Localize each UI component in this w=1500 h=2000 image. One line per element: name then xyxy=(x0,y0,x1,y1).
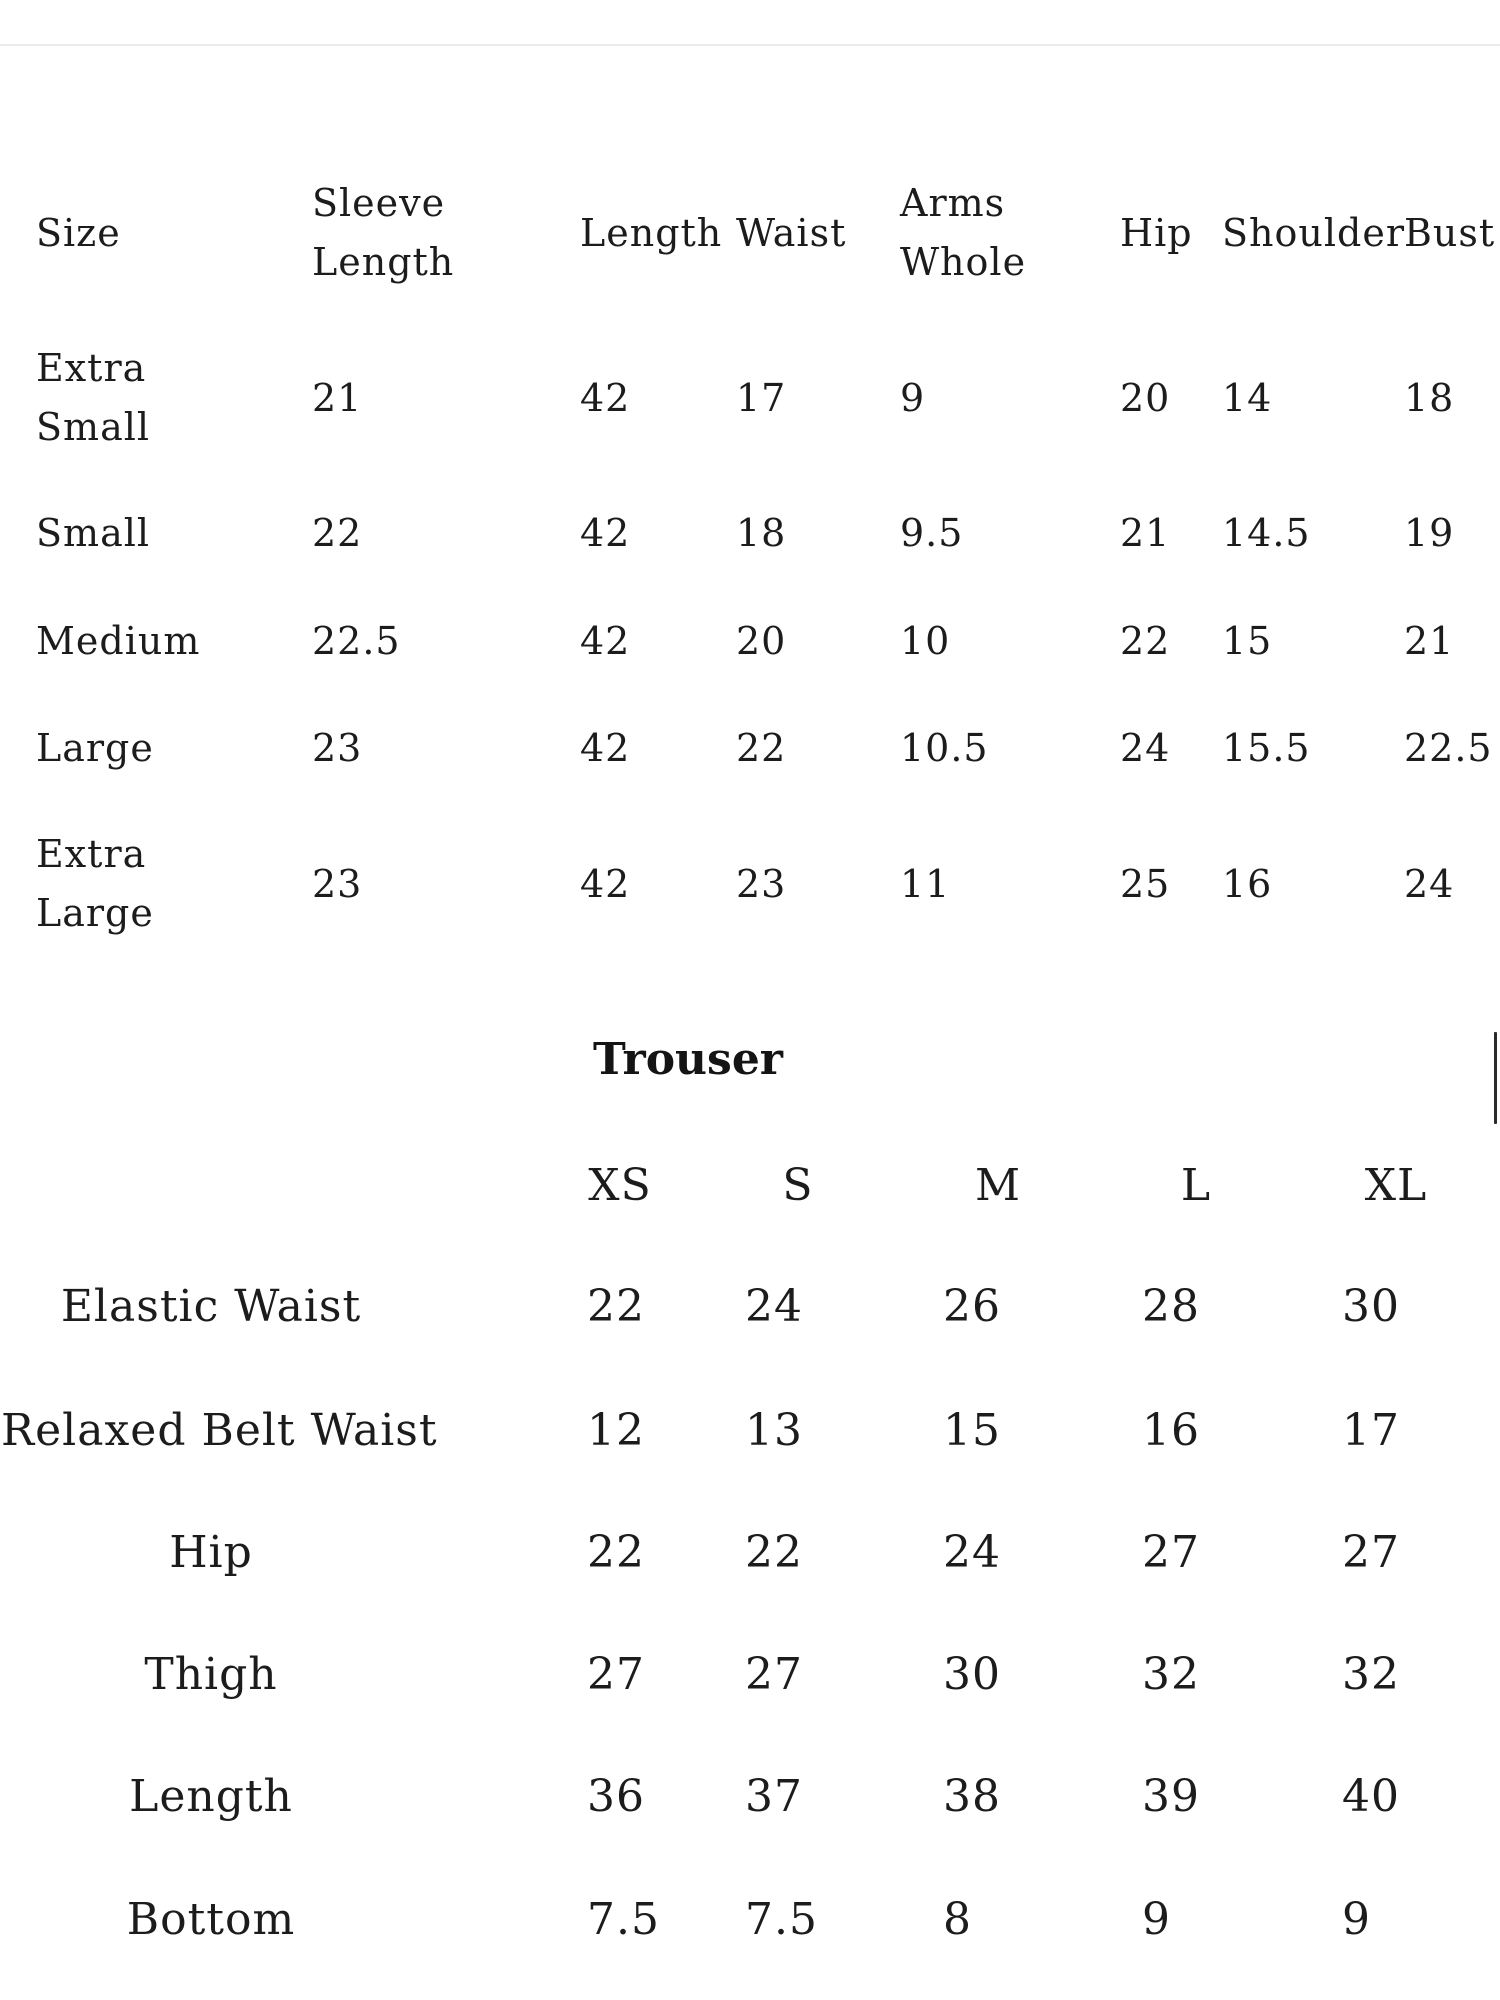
cell-waist: 22 xyxy=(736,726,787,770)
row-label: Extra Large xyxy=(36,832,154,935)
row-label: Small xyxy=(36,511,151,555)
cell-arms-whole: 10 xyxy=(900,619,951,663)
scrollbar[interactable] xyxy=(1494,1032,1497,1124)
top-divider xyxy=(0,44,1500,46)
trouser-row-label: Length xyxy=(129,1771,293,1822)
header-length: Length xyxy=(580,211,723,255)
trouser-cell: 16 xyxy=(1142,1405,1200,1456)
cell-shoulder: 14 xyxy=(1222,376,1273,420)
row-label: Large xyxy=(36,726,154,770)
trouser-cell: 27 xyxy=(1142,1527,1200,1578)
cell-hip: 24 xyxy=(1120,726,1171,770)
cell-length: 42 xyxy=(580,862,631,906)
trouser-cell: 38 xyxy=(943,1771,1001,1822)
trouser-cell: 13 xyxy=(745,1405,803,1456)
trouser-cell: 22 xyxy=(745,1527,803,1578)
trouser-cell: 39 xyxy=(1142,1771,1200,1822)
cell-sleeve-length: 23 xyxy=(312,726,363,770)
trouser-row-label: Relaxed Belt Waist xyxy=(1,1405,438,1456)
trouser-cell: 37 xyxy=(745,1771,803,1822)
cell-hip: 22 xyxy=(1120,619,1171,663)
header-arms-whole: Arms Whole xyxy=(900,181,1027,284)
trouser-cell: 9 xyxy=(1342,1894,1371,1945)
trouser-row-label: Bottom xyxy=(126,1894,296,1945)
cell-shoulder: 15 xyxy=(1222,619,1273,663)
trouser-cell: 40 xyxy=(1342,1771,1400,1822)
cell-arms-whole: 10.5 xyxy=(900,726,989,770)
trouser-cell: 22 xyxy=(587,1281,645,1332)
cell-waist: 20 xyxy=(736,619,787,663)
cell-sleeve-length: 21 xyxy=(312,376,363,420)
trouser-cell: 32 xyxy=(1342,1649,1400,1700)
cell-shoulder: 14.5 xyxy=(1222,511,1311,555)
trouser-cell: 7.5 xyxy=(745,1894,818,1945)
trouser-cell: 32 xyxy=(1142,1649,1200,1700)
trouser-cell: 36 xyxy=(587,1771,645,1822)
cell-arms-whole: 11 xyxy=(900,862,951,906)
cell-arms-whole: 9.5 xyxy=(900,511,964,555)
trouser-header-m: M xyxy=(974,1160,1022,1211)
trouser-cell: 12 xyxy=(587,1405,645,1456)
cell-hip: 21 xyxy=(1120,511,1171,555)
trouser-cell: 27 xyxy=(1342,1527,1400,1578)
trouser-row-label: Hip xyxy=(169,1527,253,1578)
trouser-cell: 8 xyxy=(943,1894,972,1945)
header-hip: Hip xyxy=(1120,211,1193,255)
cell-sleeve-length: 22 xyxy=(312,511,363,555)
trouser-row-label: Elastic Waist xyxy=(60,1281,362,1332)
cell-bust: 18 xyxy=(1404,376,1455,420)
cell-bust: 19 xyxy=(1404,511,1455,555)
trouser-title: Trouser xyxy=(592,1034,783,1085)
header-size: Size xyxy=(36,211,121,255)
trouser-cell: 30 xyxy=(1342,1281,1400,1332)
trouser-cell: 22 xyxy=(587,1527,645,1578)
cell-waist: 17 xyxy=(736,376,787,420)
trouser-cell: 15 xyxy=(943,1405,1001,1456)
trouser-header-xl: XL xyxy=(1364,1160,1428,1211)
cell-bust: 24 xyxy=(1404,862,1455,906)
trouser-cell: 26 xyxy=(943,1281,1001,1332)
trouser-cell: 9 xyxy=(1142,1894,1171,1945)
row-label: Medium xyxy=(36,619,201,663)
cell-shoulder: 16 xyxy=(1222,862,1273,906)
cell-length: 42 xyxy=(580,619,631,663)
trouser-cell: 7.5 xyxy=(587,1894,660,1945)
cell-length: 42 xyxy=(580,376,631,420)
trouser-cell: 24 xyxy=(745,1281,803,1332)
cell-sleeve-length: 23 xyxy=(312,862,363,906)
cell-length: 42 xyxy=(580,726,631,770)
cell-arms-whole: 9 xyxy=(900,376,926,420)
cell-hip: 25 xyxy=(1120,862,1171,906)
header-waist: Waist xyxy=(736,211,847,255)
cell-hip: 20 xyxy=(1120,376,1171,420)
trouser-cell: 27 xyxy=(745,1649,803,1700)
cell-sleeve-length: 22.5 xyxy=(312,619,401,663)
trouser-header-l: L xyxy=(1180,1160,1212,1211)
header-bust: Bust xyxy=(1404,211,1496,255)
row-label: Extra Small xyxy=(36,346,151,449)
cell-waist: 18 xyxy=(736,511,787,555)
trouser-header-xs: XS xyxy=(588,1160,652,1211)
cell-shoulder: 15.5 xyxy=(1222,726,1311,770)
trouser-cell: 30 xyxy=(943,1649,1001,1700)
trouser-cell: 24 xyxy=(943,1527,1001,1578)
trouser-row-label: Thigh xyxy=(144,1649,278,1700)
cell-waist: 23 xyxy=(736,862,787,906)
header-sleeve-length: Sleeve Length xyxy=(312,181,455,284)
trouser-cell: 27 xyxy=(587,1649,645,1700)
trouser-cell: 28 xyxy=(1142,1281,1200,1332)
cell-bust: 21 xyxy=(1404,619,1455,663)
trouser-cell: 17 xyxy=(1342,1405,1400,1456)
trouser-header-s: S xyxy=(782,1160,814,1211)
cell-length: 42 xyxy=(580,511,631,555)
cell-bust: 22.5 xyxy=(1404,726,1493,770)
header-shoulder: Shoulder xyxy=(1222,211,1405,255)
